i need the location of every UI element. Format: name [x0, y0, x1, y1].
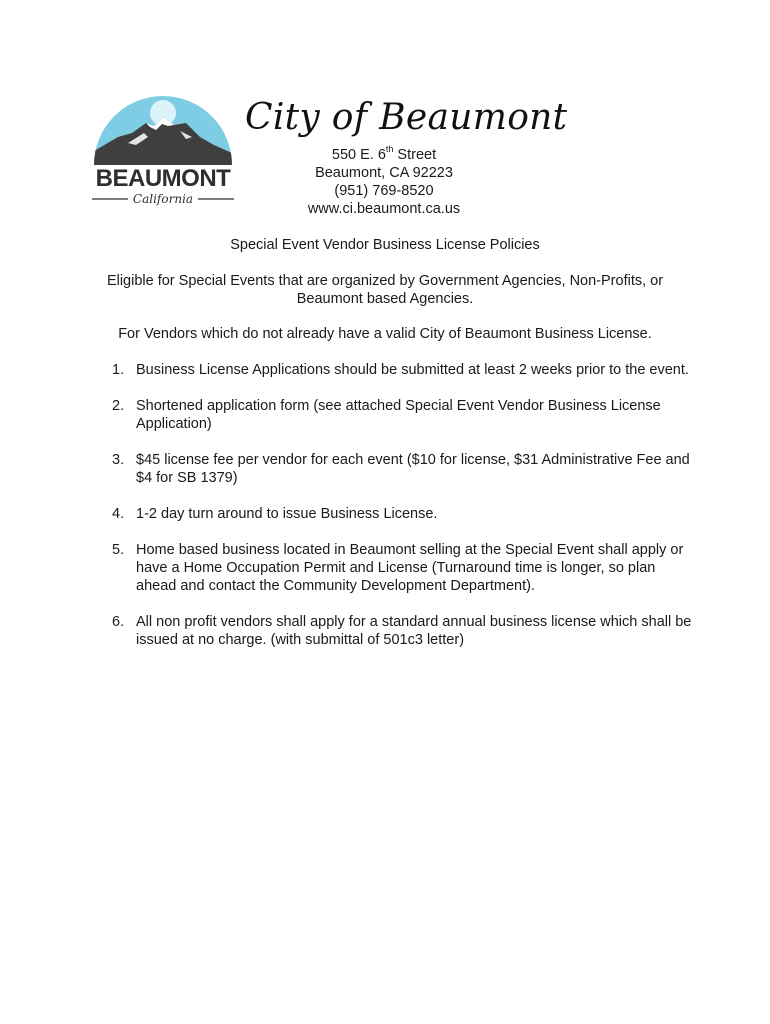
eligibility-statement: Eligible for Special Events that are organized by Government Agencies, Non-Profits, or Beaumont based Agencies. — [106, 273, 664, 307]
policy-item — [112, 541, 692, 595]
policy-text: 1-2 day turn around to issue Business License. — [136, 506, 438, 522]
logo-wordmark: BEAUMONT — [95, 165, 231, 192]
policy-text: Business License Applications should be submitted at least 2 weeks prior to the event. — [136, 362, 689, 378]
policy-text: Home based business located in Beaumont selling at the Special Event shall apply or have a Home Occupation Permit and License (Turnaround time is longer, so plan ahead and contact the Community Development Department). — [136, 542, 684, 594]
policy-number: 1. — [112, 362, 125, 378]
document-title: Special Event Vendor Business License Policies — [230, 237, 540, 253]
policy-text: $45 license fee per vendor for each event ($10 for license, $31 Administrative Fee and $4 for SB 1379) — [136, 452, 690, 486]
policy-item — [112, 397, 692, 433]
policy-text: Shortened application form (see attached Special Event Vendor Business License Application) — [136, 398, 661, 432]
policy-number: 6. — [112, 614, 125, 630]
address-city: Beaumont, CA 92223 — [315, 165, 453, 181]
policy-number: 4. — [112, 506, 125, 522]
vendors-note: For Vendors which do not already have a valid City of Beaumont Business License. — [118, 326, 652, 342]
address-website: www.ci.beaumont.ca.us — [307, 201, 461, 217]
policy-item — [112, 505, 692, 523]
beaumont-logo — [88, 93, 238, 211]
policy-number: 3. — [112, 452, 125, 468]
policy-text: All non profit vendors shall apply for a standard annual business license which shall be issued at no charge. (with submittal of 501c3 letter) — [136, 614, 692, 648]
policy-list — [112, 361, 692, 667]
policy-number: 2. — [112, 398, 125, 414]
policy-item — [112, 361, 692, 379]
policy-item — [112, 613, 692, 649]
address-block — [264, 146, 504, 218]
policy-item — [112, 451, 692, 487]
logo-tagline: California — [132, 192, 194, 206]
address-phone: (951) 769-8520 — [334, 183, 434, 199]
address-street: 550 E. 6th Street — [331, 144, 437, 163]
city-title: City of Beaumont — [245, 97, 568, 138]
policy-number: 5. — [112, 542, 125, 558]
